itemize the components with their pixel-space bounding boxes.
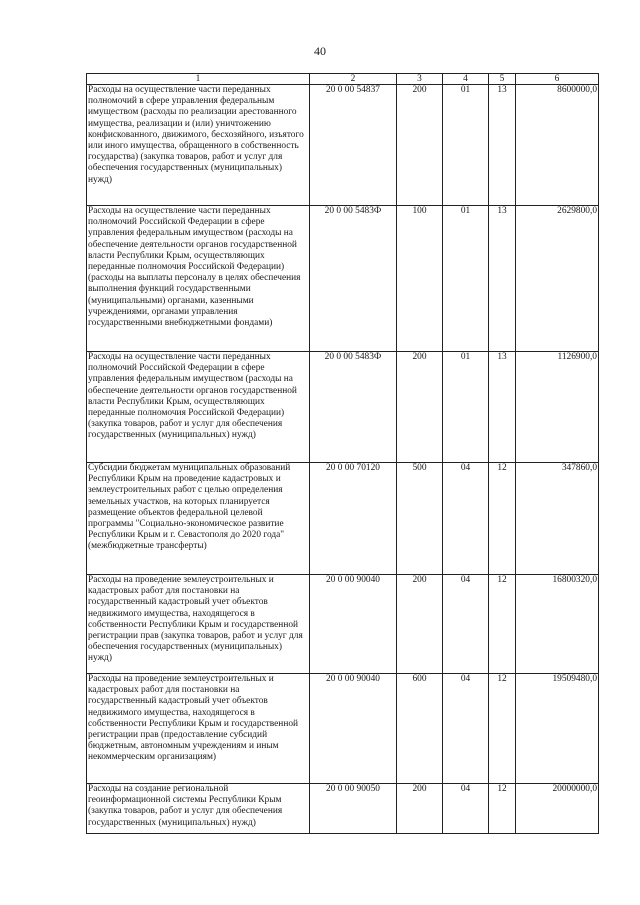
row-target-code: 20 0 00 90050 [310,784,397,834]
row-amount: 2629800,0 [516,206,599,352]
row-description: Субсидии бюджетам муниципальных образований Республики Крым на проведение кадастровых и землеустроительных работ с целью определения земельных участков, на которых планируется размещение объектов федеральной целевой программы "Социально-экономическое развитие Республики Крым и г. Севастополя до 2020 года" (межбюджетные трансферты) [87,463,310,575]
row-description: Расходы на осуществление части переданных полномочий Российской Федерации в сфере управления федеральным имуществом (расходы на обеспечение деятельности органов государственной власти Республики Крым, осуществляющих переданные полномочия Российской Федерации) (закупка товаров, работ и услуг для обеспечения государственных (муниципальных) нужд) [87,352,310,463]
header-cell-5: 5 [489,74,516,85]
row-subsection: 13 [489,352,516,463]
table-row [87,206,599,352]
header-cell-3: 3 [397,74,443,85]
row-expense-type: 200 [397,85,443,206]
page-number: 40 [314,44,326,58]
row-description: Расходы на проведение землеустроительных и кадастровых работ для постановки на государственный кадастровый учет объектов недвижимого имущества, находящегося в собственности Республики Крым и государственной регистрации прав (предоставление субсидий бюджетным, автономным учреждениям и иным некоммерческим организациям) [87,674,310,784]
row-description: Расходы на создание региональной геоинформационной системы Республики Крым (закупка товаров, работ и услуг для обеспечения государственных (муниципальных) нужд) [87,784,310,834]
row-target-code: 20 0 00 70120 [310,463,397,575]
row-target-code: 20 0 00 54837 [310,85,397,206]
header-cell-4: 4 [443,74,489,85]
row-subsection: 12 [489,674,516,784]
row-amount: 8600000,0 [516,85,599,206]
row-amount: 347860,0 [516,463,599,575]
table-row [87,85,599,206]
row-expense-type: 100 [397,206,443,352]
row-description: Расходы на проведение землеустроительных и кадастровых работ для постановки на государственный кадастровый учет объектов недвижимого имущества, находящегося в собственности Республики Крым и государственной регистрации прав (закупка товаров, работ и услуг для обеспечения государственных (муниципальных) нужд) [87,575,310,674]
row-amount: 20000000,0 [516,784,599,834]
table-row [87,575,599,674]
header-cell-6: 6 [516,74,599,85]
table-row [87,674,599,784]
row-section: 04 [443,575,489,674]
table-row [87,463,599,575]
budget-table [86,73,599,834]
row-target-code: 20 0 00 5483Ф [310,352,397,463]
row-description: Расходы на осуществление части переданных полномочий в сфере управления федеральным имуществом (расходы по реализации арестованного имущества, реализации и (или) уничтожению конфискованного, движимого, бесхозяйного, изъятого или иного имущества, обращенного в собственность государства) (закупка товаров, работ и услуг для обеспечения государственных (муниципальных) нужд) [87,85,310,206]
row-expense-type: 200 [397,352,443,463]
table-row [87,352,599,463]
row-target-code: 20 0 00 5483Ф [310,206,397,352]
row-amount: 16800320,0 [516,575,599,674]
row-subsection: 12 [489,784,516,834]
header-row [87,74,599,85]
row-section: 01 [443,85,489,206]
row-section: 04 [443,463,489,575]
row-target-code: 20 0 00 90040 [310,575,397,674]
table-row [87,784,599,834]
row-expense-type: 200 [397,575,443,674]
row-subsection: 12 [489,575,516,674]
row-subsection: 13 [489,206,516,352]
row-subsection: 12 [489,463,516,575]
header-cell-1: 1 [87,74,310,85]
row-expense-type: 600 [397,674,443,784]
row-amount: 19509480,0 [516,674,599,784]
row-subsection: 13 [489,85,516,206]
row-section: 04 [443,674,489,784]
row-expense-type: 500 [397,463,443,575]
row-target-code: 20 0 00 90040 [310,674,397,784]
header-cell-2: 2 [310,74,397,85]
row-section: 01 [443,206,489,352]
row-section: 01 [443,352,489,463]
row-section: 04 [443,784,489,834]
row-amount: 1126900,0 [516,352,599,463]
row-expense-type: 200 [397,784,443,834]
row-description: Расходы на осуществление части переданных полномочий Российской Федерации в сфере управления федеральным имуществом (расходы на обеспечение деятельности органов государственной власти Республики Крым, осуществляющих переданные полномочия Российской Федерации) (расходы на выплаты персоналу в целях обеспечения выполнения функций государственными (муниципальными) органами, казенными учреждениями, органами управления государственными внебюджетными фондами) [87,206,310,352]
